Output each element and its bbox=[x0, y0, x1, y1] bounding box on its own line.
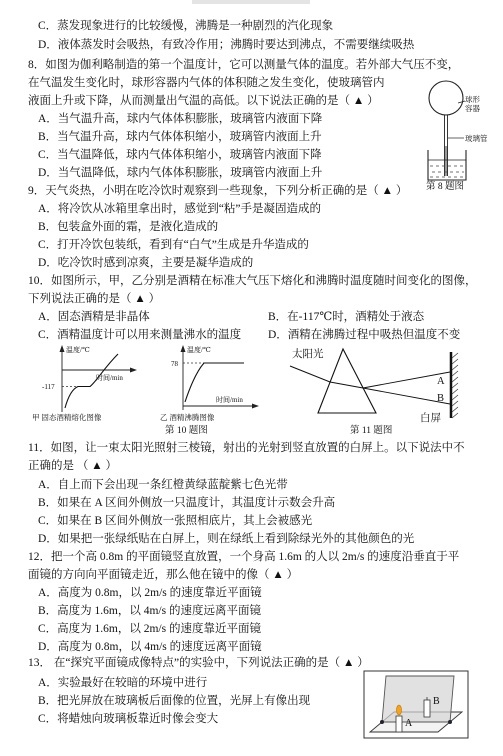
label-candle-b: B bbox=[433, 696, 440, 707]
question-stem-line: 液面上升或下降，从而测量出气温的高低。以下说法正确的是（ ▲ ） bbox=[28, 95, 379, 107]
glass-plate bbox=[382, 676, 454, 722]
y-tick-label: -117 bbox=[42, 383, 55, 391]
label-candle-a: A bbox=[405, 718, 413, 729]
spherical-vessel bbox=[429, 81, 463, 115]
question-stem-line: 8．如图为伽利略制造的第一个温度计，它可以测量气体的温度。若外部大气压不变， bbox=[28, 59, 460, 71]
option-d: D．液体蒸发时会吸热，有致冷作用；沸腾时要达到沸点，不需要继续吸热 bbox=[38, 39, 415, 51]
option-d: D．酒精在沸腾过程中吸热但温度不变 bbox=[268, 329, 461, 341]
option-c: C．酒精温度计可以用来测量沸水的温度 bbox=[38, 329, 242, 341]
y-tick-label: 78 bbox=[171, 360, 178, 368]
option-d: D．如果把一张绿纸贴在白屏上，则在绿纸上看到除绿光外的其他颜色的光 bbox=[38, 533, 415, 545]
label-region-b: B bbox=[437, 393, 445, 404]
candle-b bbox=[424, 700, 430, 717]
question-stem-line: 11．如图，让一束太阳光照射三棱镜，射出的光射到竖直放置的白屏上。以下说法中不 bbox=[28, 442, 465, 454]
plate-corner-dot bbox=[448, 720, 452, 724]
boiling-graph-figure bbox=[152, 342, 264, 426]
graph-caption: 乙 酒精沸腾图像 bbox=[160, 413, 215, 422]
question-stem-line: 12．把一个高 0.8m 的平面镜竖直放置，一个身高 1.6m 的人以 2m/s 的速度沿垂直于平 bbox=[28, 551, 460, 563]
prism-drawing bbox=[284, 342, 464, 424]
figure-caption: 第 8 题图 bbox=[426, 182, 465, 192]
question-stem-line: 13． 在“探究平面镜成像特点”的实验中，下列说法正确的是（ ▲ ） bbox=[28, 657, 369, 669]
candle-a-flame bbox=[397, 705, 402, 715]
label-spherical-vessel: 球形容器 bbox=[465, 95, 480, 113]
option-c: C．当气温降低，球内气体体积缩小，玻璃管内液面下降 bbox=[38, 149, 322, 161]
y-axis-arrow bbox=[181, 345, 186, 352]
y-axis-label: 温度/℃ bbox=[66, 346, 90, 354]
label-sunlight: 太阳光 bbox=[292, 349, 324, 360]
option-c: C．蒸发现象进行的比较缓慢，沸腾是一种剧烈的汽化现象 bbox=[38, 20, 334, 32]
question-stem-line: 10．如图所示，甲，乙分别是酒精在标准大气压下熔化和沸腾时温度随时间变化的图像， bbox=[28, 275, 477, 287]
option-b: B．当气温升高，球内气体体积缩小，玻璃管内液面上升 bbox=[38, 131, 322, 143]
option-b: B．包装盒外面的霜，是液化造成的 bbox=[38, 221, 219, 233]
melting-graph-figure bbox=[30, 342, 142, 426]
melting-graph bbox=[30, 342, 142, 426]
graph-caption: 甲 固态酒精熔化图像 bbox=[32, 413, 102, 422]
boiling-graph bbox=[152, 342, 264, 426]
label-region-a: A bbox=[437, 376, 445, 387]
label-glass-tube: 玻璃管 bbox=[465, 134, 488, 143]
option-c: C．高度为 1.6m，以 2m/s 的速度靠近平面镜 bbox=[38, 623, 261, 635]
screen-hatching bbox=[452, 353, 458, 418]
plane-mirror-figure bbox=[362, 670, 470, 740]
question-stem-line: 在气温发生变化时，球形容器内气体的体积随之发生变化，使玻璃管内 bbox=[28, 77, 385, 89]
page-top-shade bbox=[192, 0, 310, 4]
figure-caption: 第 10 题图 bbox=[165, 426, 208, 436]
y-axis-label: 温度/℃ bbox=[187, 346, 211, 354]
option-a: A．将冷饮从冰箱里拿出时，感觉到“粘”手是凝固造成的 bbox=[38, 203, 322, 215]
thermometer-figure bbox=[408, 76, 470, 182]
option-c: C．如果在 B 区间外侧放一张照相底片，其上会被感光 bbox=[38, 515, 313, 527]
option-c: C．打开冷饮包装纸，看到有“白气”生成是升华造成的 bbox=[38, 239, 309, 251]
option-a: A．当气温升高，球内气体体积膨胀，玻璃管内液面下降 bbox=[38, 113, 323, 125]
tube-liquid bbox=[445, 146, 448, 176]
plate-corner-dot bbox=[380, 720, 384, 724]
thermometer-drawing bbox=[408, 76, 470, 182]
option-d: D．高度为 0.8m，以 4m/s 的速度远离平面镜 bbox=[38, 641, 262, 653]
incident-ray bbox=[290, 366, 330, 382]
option-d: D．当气温降低，球内气体体积膨胀，玻璃管内液面上升 bbox=[38, 167, 323, 179]
figure-caption: 第 11 题图 bbox=[350, 426, 393, 436]
option-b: B．高度为 1.6m，以 4m/s 的速度远离平面镜 bbox=[38, 605, 261, 617]
x-axis-arrow bbox=[130, 368, 137, 373]
option-a: A．自上而下会出现一条红橙黄绿蓝靛紫七色光带 bbox=[38, 479, 288, 491]
option-d: D．吃冷饮时感到凉爽，主要是凝华造成的 bbox=[38, 257, 254, 269]
plane-mirror-drawing bbox=[362, 670, 470, 740]
y-axis-arrow bbox=[60, 345, 65, 352]
option-b: B．在-117℃时，酒精处于液态 bbox=[268, 311, 425, 323]
option-c: C．将蜡烛向玻璃板靠近时像会变大 bbox=[38, 713, 219, 725]
x-axis-label: 时间/min bbox=[216, 396, 243, 404]
option-b: B．把光屏放在玻璃板后面像的位置，光屏上有像出现 bbox=[38, 695, 311, 707]
x-axis-label: 时间/min bbox=[96, 374, 123, 382]
x-axis-arrow bbox=[252, 404, 259, 409]
option-a: A．实验最好在较暗的环境中进行 bbox=[38, 677, 208, 689]
label-white-screen: 白屏 bbox=[420, 413, 441, 424]
question-stem-line: 正确的是 （ ▲ ） bbox=[28, 460, 118, 472]
option-a: A．固态酒精是非晶体 bbox=[38, 311, 150, 323]
question-stem-line: 9．天气炎热，小明在吃冷饮时观察到一些现象，下列分析正确的是（ ▲ ） bbox=[28, 185, 408, 197]
question-stem-line: 下列说法正确的是（ ▲ ） bbox=[28, 293, 161, 305]
candle-a bbox=[396, 716, 402, 732]
option-a: A．高度为 0.8m，以 2m/s 的速度靠近平面镜 bbox=[38, 587, 262, 599]
question-stem-line: 面镜的方向向平面镜走近，那么他在镜中的像（ ▲ ） bbox=[28, 569, 299, 581]
prism-figure bbox=[284, 342, 464, 424]
option-b: B．如果在 A 区间外侧放一只温度计，其温度计示数会升高 bbox=[38, 497, 336, 509]
